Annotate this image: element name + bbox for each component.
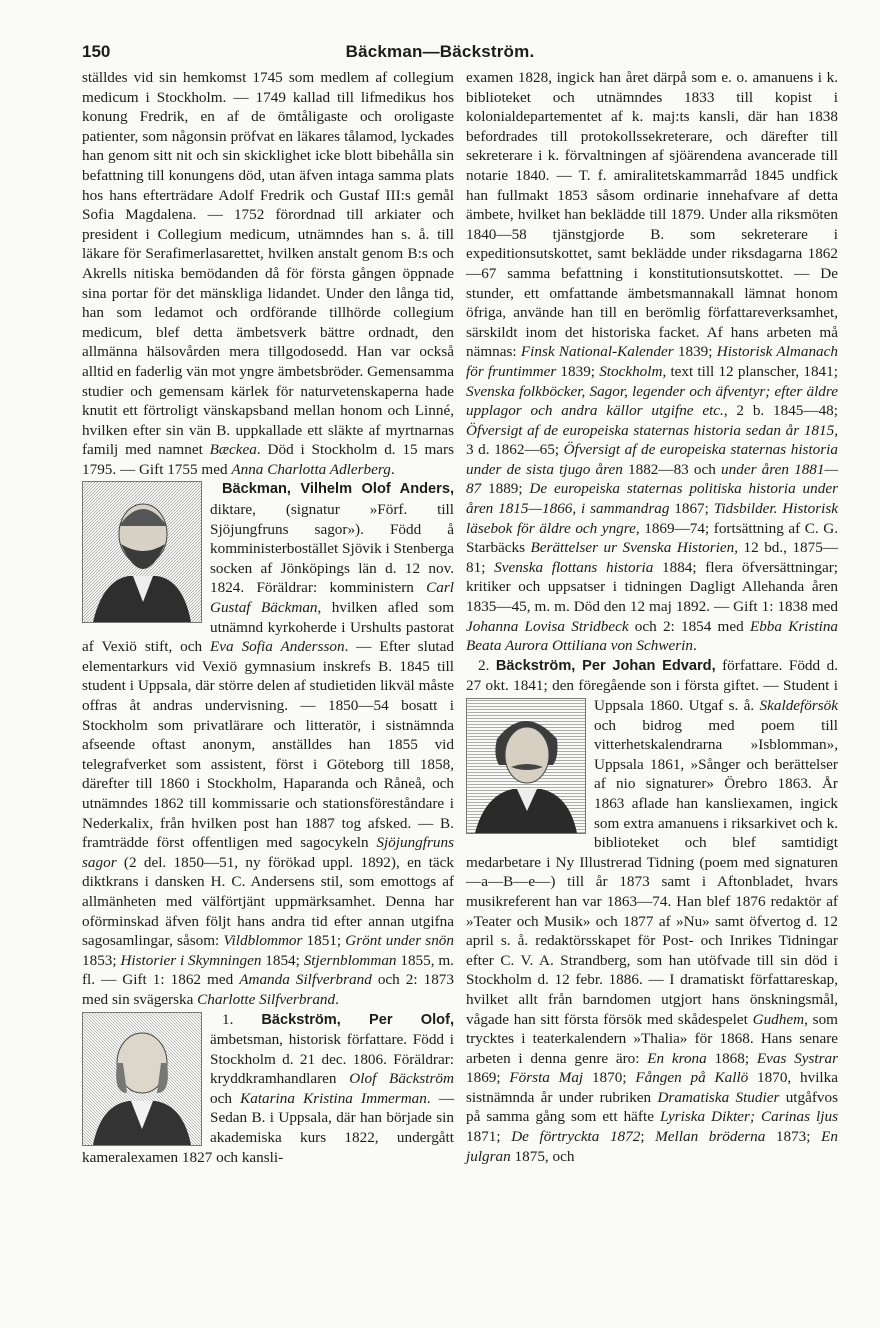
body-text: 1839; (556, 362, 600, 380)
body-text: och 2: 1854 med (628, 617, 750, 635)
work-title: Evas Systrar (756, 1049, 838, 1067)
body-text: och 2: 1873 med sin svägerska (82, 971, 454, 1008)
body-text: ämbetsman, historisk författare. Född i Stockholm d. 21 dec. 1806. Föräldrar: kryddkramhandlaren (210, 1031, 454, 1088)
spouse-name: Anna Charlotta Adlerberg (231, 460, 391, 478)
body-text: 1889; (481, 480, 530, 498)
person-name: Eva Sofia Andersson (210, 638, 345, 656)
work-title: Berättelser ur Svenska Historien (530, 539, 735, 557)
portrait-image-per-olof (82, 1012, 202, 1146)
body-text: , 1869—74; fortsättning af C. G. Starbäcks (466, 519, 839, 557)
body-text: . — Sedan B. i Uppsala, där han började sin akademiska kurs 1822, undergått kameralexamen 1827 och kansli- (82, 1089, 454, 1166)
genus-name: Bæckea (209, 441, 257, 459)
body-text: , 2 b. 1845—48; (723, 402, 838, 420)
body-text: 1868; (706, 1049, 757, 1067)
body-text: (2 del. 1850—51, ny förökad uppl. 1892), en täck diktkrans i dansken H. C. Andersens stil, som emottogs af allmänheten med välförtjänt uppmärksamhet. Denna har oförminskad äfven följt hans andra tid efter annan utgifna sagosamlingar, såsom: (82, 853, 454, 950)
work-title: Fången på Kallö (635, 1069, 749, 1087)
right-column (466, 68, 838, 1166)
body-text: . (335, 990, 339, 1008)
headword: Bäckström, Per Olof, (261, 1011, 454, 1028)
work-title: Dramatiska Studier (657, 1088, 780, 1106)
left-column (82, 68, 454, 1167)
body-text: , text till 12 planscher, 1841; (662, 362, 838, 380)
entry-number: 2. (478, 656, 490, 674)
entry-per-olof-backstrom (82, 1010, 454, 1168)
body-text: , 3 d. 1862—65; (466, 421, 838, 459)
work-title: Svenska flottans historia (494, 558, 654, 576)
work-title: Vildblommor (223, 932, 303, 950)
body-text: och (210, 1089, 241, 1107)
body-text: . (692, 637, 697, 655)
work-title: Lyriska Dikter; Carinas ljus (660, 1108, 838, 1126)
work-title: Svenska folkböcker, Sagor, legender och äfventyr; efter äldre upplagor och andra källor utgifne etc. (466, 382, 838, 420)
body-text: 1854; (261, 951, 304, 969)
page-number: 150 (82, 42, 111, 61)
entry-number: 1. (222, 1010, 234, 1028)
entry-per-olof-continued (466, 68, 838, 656)
work-title: En julgran (466, 1128, 838, 1165)
body-text: 1884; flera öfversättningar; kritiker och uppsatser i tidningen Dagligt Allehanda åren 1835—45, m. m. Död den 12 maj 1892. — Gift 1: 1838 med (466, 558, 838, 616)
body-text: 1870, hvilka sistnämnda år under rubriken (466, 1069, 838, 1106)
person-name: Charlotte Silfverbrand (197, 990, 336, 1008)
running-title: Bäckman—Bäckström. (345, 42, 535, 61)
work-title: Historisk Almanach för fruntimmer (466, 343, 838, 380)
work-title: Skaldeförsök (759, 697, 838, 714)
entry-edvard-backstrom (466, 656, 838, 1166)
person-name: Ebba Kristina Beata Aurora Ottiliana von Schwerin (466, 617, 839, 655)
body-text: 1851; (302, 932, 346, 950)
work-title: Första Maj (509, 1069, 584, 1087)
body-text: , som trycktes i teaterkalendern »Thalia» för 1868. Hans senare arbeten i denna genre äro: (466, 1010, 838, 1067)
portrait-engraving-icon (83, 482, 201, 622)
work-title: Finsk National-Kalender (520, 343, 674, 361)
work-title: under åren 1881—87 (466, 460, 838, 498)
body-text: 1869; (466, 1069, 510, 1087)
work-title: Mellan bröderna (655, 1128, 766, 1146)
person-name: Carl Gustaf Bäckman (210, 579, 454, 617)
person-name: Amanda Silfverbrand (239, 971, 372, 989)
work-title: De europeiska staternas politiska historia under åren 1815—1866, i sammandrag (466, 480, 838, 518)
body-text: , hvilken afled som utnämnd kyrkoherde i Urshults pastorat af Vexiö stift, och (82, 599, 455, 656)
work-title: Sjöjungfruns sagor (82, 834, 454, 871)
body-text: . Död i Stockholm d. 15 mars 1795. — Gift 1755 med (82, 441, 454, 478)
body-text: 1853; (82, 951, 121, 969)
body-text: 1870; (583, 1069, 636, 1087)
body-text: utgåfvos på samma gång som ett häfte (466, 1088, 838, 1126)
headword: Bäckström, Per Johan Edvard, (495, 657, 716, 674)
body-text: 1855, m. fl. — Gift 1: 1862 med (82, 951, 454, 989)
work-title: Stjernblomman (303, 951, 397, 969)
person-name: Olof Bäckström (349, 1070, 454, 1088)
portrait-image-edvard (466, 698, 586, 834)
work-title: Grönt under snön (345, 932, 454, 950)
body-text: 1882—83 och (622, 460, 722, 478)
work-title: Öfversigt af de europeiska staternas historia sedan år 1815 (466, 421, 835, 439)
body-text: , 12 bd., 1875—81; (466, 539, 839, 576)
portrait-engraving-icon (467, 699, 585, 833)
body-text: 1839; (673, 343, 717, 361)
body-text: examen 1828, ingick han året därpå som e. o. amanuens i k. biblioteket och utnämndes 1833 till kopist i kolonialdepartementet af k. maj:ts kansli, där han 1838 befordrades till protokollssekreterare, och därefter till sekreterare i k. förvaltningen af sjöärendena avancerade till notarie 1840. — T. f. amiralitetskammarråd 1845 undfick han fullmakt 1853 såsom ordinarie innehafvare af detta ämbete, hvilket han beklädde till 1879. Under alla riksmöten 1840—58 tjänstgjorde B. som sekreterare i expeditionsutskottet, samt beklädde under riksdagarna 1862—67 samma befattning i konstitutionsutskottet. — De stunder, ett omfattande ämbetsmannakall lämnat honom öfriga, använde han till en berömlig författareverksamhet, särskildt inom det historiska facket. Af hans arbeten må nämnas: (466, 69, 838, 361)
work-title: En krona (647, 1049, 707, 1067)
work-title: Gudhem (752, 1010, 805, 1028)
headword: Bäckman, Vilhelm Olof Anders, (222, 481, 454, 498)
portrait-image-vilhelm (82, 481, 202, 623)
person-name: Johanna Lovisa Stridbeck (466, 617, 629, 635)
portrait-engraving-icon (83, 1013, 201, 1145)
body-text: och bidrog med poem till vitterhetskalendrarna »Isblomman», Uppsala 1861, »Sånger och berättelser af nio signaturer» Örebro 1863. År 1863 aflade han kansliexamen, ingick som extra amanuens i riksarkivet och k. biblioteket och blef samtidigt medarbetare i Ny Illustrerad Tidning (poem med signaturen —a—B—e—) till år 1873 samt i Aftonbladet, hvars musikreferent han var 1863—74. Han blef 1876 redaktör af »Teater och Musik» och 1877 af »Nu» samt öfvertog d. 12 april s. å. redaktörsskapet för Post- och Inrikes Tidningar efter C. V. A. Strandberg, som han utöfvade till sin död i Stockholm d. 12 febr. 1886. — I dramatiskt författareskap, hvilket allt från barndomen utgjort hans önskningsmål, vågade han sitt första försök med skådespelet (466, 716, 838, 1028)
body-text: 1871; (466, 1128, 512, 1146)
work-title: De förtryckta 1872 (511, 1128, 641, 1146)
body-text: ; (640, 1128, 656, 1146)
person-name: Katarina Kristina Immerman (240, 1089, 427, 1107)
body-text: författare. Född d. 27 okt. 1841; den föregående son i första giftet. — Student i Uppsala 1860. Utgaf s. å. (466, 656, 838, 714)
body-text: 1867; (669, 500, 714, 518)
entry-continuation (82, 68, 454, 479)
work-title: Öfversigt af de europeiska staternas historia under de sista tjugo åren (466, 441, 838, 478)
work-title: Historier i Skymningen (120, 951, 262, 969)
body-text: diktare, (signatur »Förf. till Sjöjungfruns sagor»). Född å komministerbostället Sjövik i Stenberga socken af Jönköpings län d. 12 nov. 1824. Föräldrar: komministern (210, 501, 454, 597)
work-title: Tidsbilder. Historisk läsebok för äldre och yngre (466, 500, 838, 537)
work-title: Stockholm (599, 362, 663, 380)
body-text: 1875, och (510, 1147, 575, 1165)
body-text: . (390, 460, 395, 478)
body-text: 1873; (765, 1128, 822, 1146)
entry-vilhelm-backman (82, 479, 454, 1009)
body-text: . — Efter slutad elementarkurs vid Vexiö gymnasium inskrefs B. 1845 till student i Uppsala, där större delen af studietiden likväl måste offras åt andras undervisning. — 1850—54 bosatt i Stockholm som privatlärare och litteratör, i sistnämnda afseende oftast anonym, anställdes han 1855 vid telegrafverket som assistent, först i Göteborg till 1858, därefter till 1860 i Stockholm, Haparanda och Råneå, och utnämndes 1862 till kommissarie och stationsföreståndare i Nederkalix, från hvilken post han 1887 tog afsked. — B. framträdde först offentligen med sagocykeln (82, 638, 454, 852)
body-text: ställdes vid sin hemkomst 1745 som medlem af collegium medicum i Stockholm. — 1749 kallad till lifmedikus hos konung Fredrik, en af de ömtåligaste och oroligaste patienter, som någonsin pröfvat en läkares tålamod, lyckades han genom sitt nit och sin skicklighet icke blott bibehålla sin befattning till konungens död, utan äfven intaga samma plats hos hans efterträdare Adolf Fredrik och Gustaf III:s gemål Sofia Magdalena. — 1752 förordnad till arkiater och president i Collegium medicum, utnämndes han s. å. till läkare för Serafimerlasarettet, hvilken anstalt genom B:s och Akrells nitiska bemödanden då för första gången öppnade sina portar för det mänskliga lidandet. Under den långa tid, han som ledamot och ordförande tillhörde collegium medicum, blef detta ämbetsverk bättre ordnadt, den allmänna hälsovården mera tillgodosedd. Han var också alltid en faderlig vän mot yngre ämbetsbröder. Gemensamma studier och gemensam kärlek för naturvetenskaperna hade knutit ett förtroligt vänskapsband mellan honom och Linné, hvilken efter sin vän B. uppkallade ett släkte af myrtnarnas familj med namnet (82, 69, 454, 459)
